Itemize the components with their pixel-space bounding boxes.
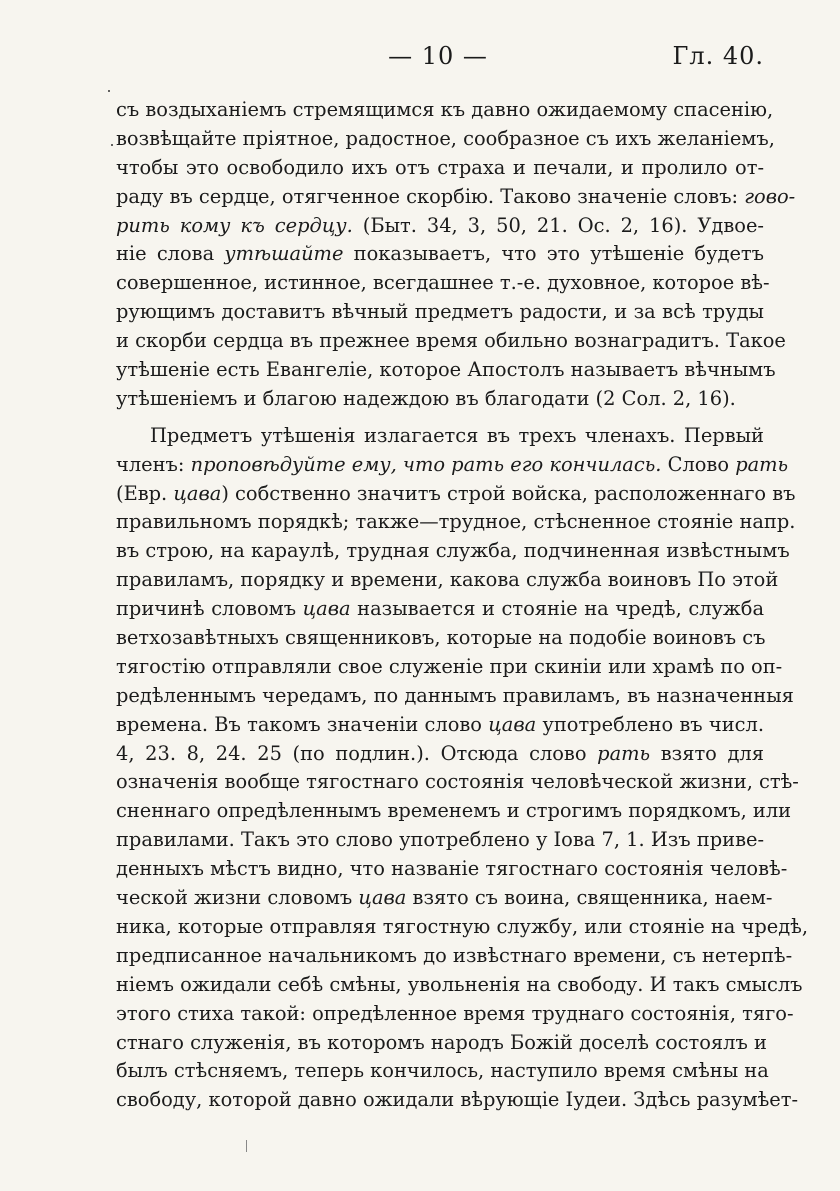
- text-run: членъ:: [116, 452, 191, 476]
- text-run: (Евр.: [116, 481, 174, 505]
- italic-run: цава: [302, 597, 351, 621]
- text-run: ніемъ ожидали себѣ смѣны, увольненія на свободу. И такъ смыслъ: [116, 972, 803, 996]
- text-run: чтобы это освободило ихъ отъ страха и печали, и пролило от-: [116, 155, 764, 179]
- italic-run: цава: [358, 886, 407, 910]
- text-run: причинѣ словомъ: [116, 597, 303, 621]
- italic-run: цава: [173, 481, 222, 505]
- text-run: утѣшеніе есть Евангеліе, которое Апостолъ называетъ вѣчнымъ: [116, 358, 776, 382]
- text-run: свободу, которой давно ожидали вѣрующіе Іудеи. Здѣсь разумѣет-: [116, 1088, 799, 1112]
- text-line: [116, 653, 783, 682]
- text-run: редѣленнымъ чередамъ, по даннымъ правиламъ, въ назначенныя: [116, 683, 794, 707]
- text-run: называется и стояніе на чредѣ, служба: [350, 597, 765, 621]
- text-run: (Быт. 34, 3, 50, 21. Ос. 2, 16). Удвое-: [352, 213, 764, 237]
- text-run: показываетъ, что это утѣшеніе будетъ: [343, 242, 764, 266]
- text-line: [116, 451, 789, 480]
- text-run: 4, 23. 8, 24. 25 (по подлин.). Отсюда слово: [116, 741, 598, 765]
- text-run: этого стиха такой: опредѣленное время труднаго состоянія, тяго-: [116, 1001, 794, 1025]
- text-line: [116, 884, 773, 913]
- text-line: [116, 942, 793, 971]
- text-run: ческой жизни словомъ: [116, 886, 359, 910]
- text-run: раду въ сердце, отягченное скорбію. Таково значеніе словъ:: [116, 184, 745, 208]
- italic-run: утѣшайте: [224, 242, 344, 266]
- text-line: [116, 385, 764, 414]
- text-run: денныхъ мѣстъ видно, что названіе тягостнаго состоянія человѣ-: [116, 857, 788, 881]
- text-line: [116, 826, 764, 855]
- text-line: [116, 356, 776, 385]
- margin-mark: [246, 1140, 247, 1152]
- chapter-label: Гл. 40.: [672, 42, 764, 70]
- text-run: совершенное, истинное, всегдашнее т.-е. духовное, которое вѣ-: [116, 271, 770, 295]
- text-run: взято для: [650, 741, 764, 765]
- margin-mark: [111, 144, 113, 146]
- text-run: ніе слова: [116, 242, 225, 266]
- text-run: предписанное начальникомъ до извѣстнаго времени, съ нетерпѣ-: [116, 943, 793, 967]
- text-run: правилами. Такъ это слово употреблено у Іова 7, 1. Изъ приве-: [116, 828, 765, 852]
- text-line: [116, 971, 803, 1000]
- text-line: [116, 240, 764, 269]
- text-run: Слово: [661, 452, 736, 476]
- text-line: [116, 595, 764, 624]
- text-line: [116, 855, 788, 884]
- text-line: [116, 913, 809, 942]
- text-line: [116, 682, 794, 711]
- text-line: [116, 480, 796, 509]
- text-run: стнаго служенія, въ которомъ народъ Божій доселѣ состоялъ и: [116, 1030, 767, 1054]
- text-line: [116, 797, 792, 826]
- text-body: [116, 96, 809, 1115]
- text-line: [116, 269, 770, 298]
- paragraph-2: [116, 422, 809, 1115]
- text-line: [116, 1000, 794, 1029]
- text-run: возвѣщайте пріятное, радостное, сообразное съ ихъ желаніемъ,: [116, 126, 775, 150]
- text-run: рующимъ доставитъ вѣчный предметъ радости, и за всѣ труды: [116, 300, 764, 324]
- text-run: взято съ воина, священника, наем-: [406, 886, 773, 910]
- text-run: ветхозавѣтныхъ священниковъ, которые на подобіе воиновъ съ: [116, 626, 766, 650]
- text-run: ника, которые отправляя тягостную службу, или стояніе на чредѣ,: [116, 914, 809, 938]
- text-line: [116, 537, 790, 566]
- text-run: ) собственно значитъ строй войска, расположеннаго въ: [221, 481, 796, 505]
- italic-run: проповѣдуйте ему, что рать его кончилась.: [190, 452, 662, 476]
- margin-mark: [108, 90, 110, 92]
- text-run: правиламъ, порядку и времени, какова служба воиновъ По этой: [116, 568, 779, 592]
- text-line: [116, 327, 786, 356]
- italic-run: рить кому къ сердцу.: [116, 213, 353, 237]
- text-line: [116, 711, 764, 740]
- text-line: [116, 298, 764, 327]
- text-line: [116, 125, 775, 154]
- text-line: [116, 566, 779, 595]
- text-run: сненнаго опредѣленнымъ временемъ и строгимъ порядкомъ, или: [116, 799, 792, 823]
- text-line: [116, 422, 764, 451]
- text-run: съ воздыханіемъ стремящимся къ давно ожидаемому спасенію,: [116, 98, 774, 121]
- text-line: [116, 212, 764, 241]
- text-line: [116, 1057, 769, 1086]
- text-line: [116, 1029, 767, 1058]
- text-run: и скорби сердца въ прежнее время обильно вознаградитъ. Такое: [116, 329, 786, 353]
- text-line: [116, 1086, 799, 1115]
- page-header: [112, 42, 764, 74]
- text-run: правильномъ порядкѣ; также—трудное, стѣсненное стояніе напр.: [116, 510, 796, 534]
- text-line: [116, 768, 799, 797]
- text-run: употреблено въ числ.: [536, 712, 764, 736]
- text-line: [116, 740, 764, 769]
- text-line: [116, 154, 764, 183]
- italic-run: рать: [597, 741, 651, 765]
- paragraph-gap: [116, 414, 764, 422]
- text-run: тягостію отправляли свое служеніе при скиніи или храмѣ по оп-: [116, 654, 783, 678]
- text-run: означенія вообще тягостнаго состоянія человѣческой жизни, стѣ-: [116, 770, 799, 794]
- page-number: — 10 —: [388, 42, 488, 70]
- text-line: [116, 183, 796, 212]
- italic-run: цава: [488, 712, 537, 736]
- text-line: [116, 96, 774, 125]
- italic-run: гово-: [744, 184, 796, 208]
- text-run: въ строю, на караулѣ, трудная служба, подчиненная извѣстнымъ: [116, 539, 790, 563]
- text-run: Предметъ утѣшенія излагается въ трехъ членахъ. Первый: [150, 423, 764, 447]
- italic-run: рать: [735, 452, 789, 476]
- text-line: [116, 624, 764, 653]
- paragraph-1: [116, 96, 796, 414]
- text-run: былъ стѣсняемъ, теперь кончилось, наступило время смѣны на: [116, 1059, 769, 1083]
- text-run: времена. Въ такомъ значеніи слово: [116, 712, 489, 736]
- text-run: утѣшеніемъ и благою надеждою въ благодати (2 Сол. 2, 16).: [116, 386, 736, 410]
- text-line: [116, 508, 796, 537]
